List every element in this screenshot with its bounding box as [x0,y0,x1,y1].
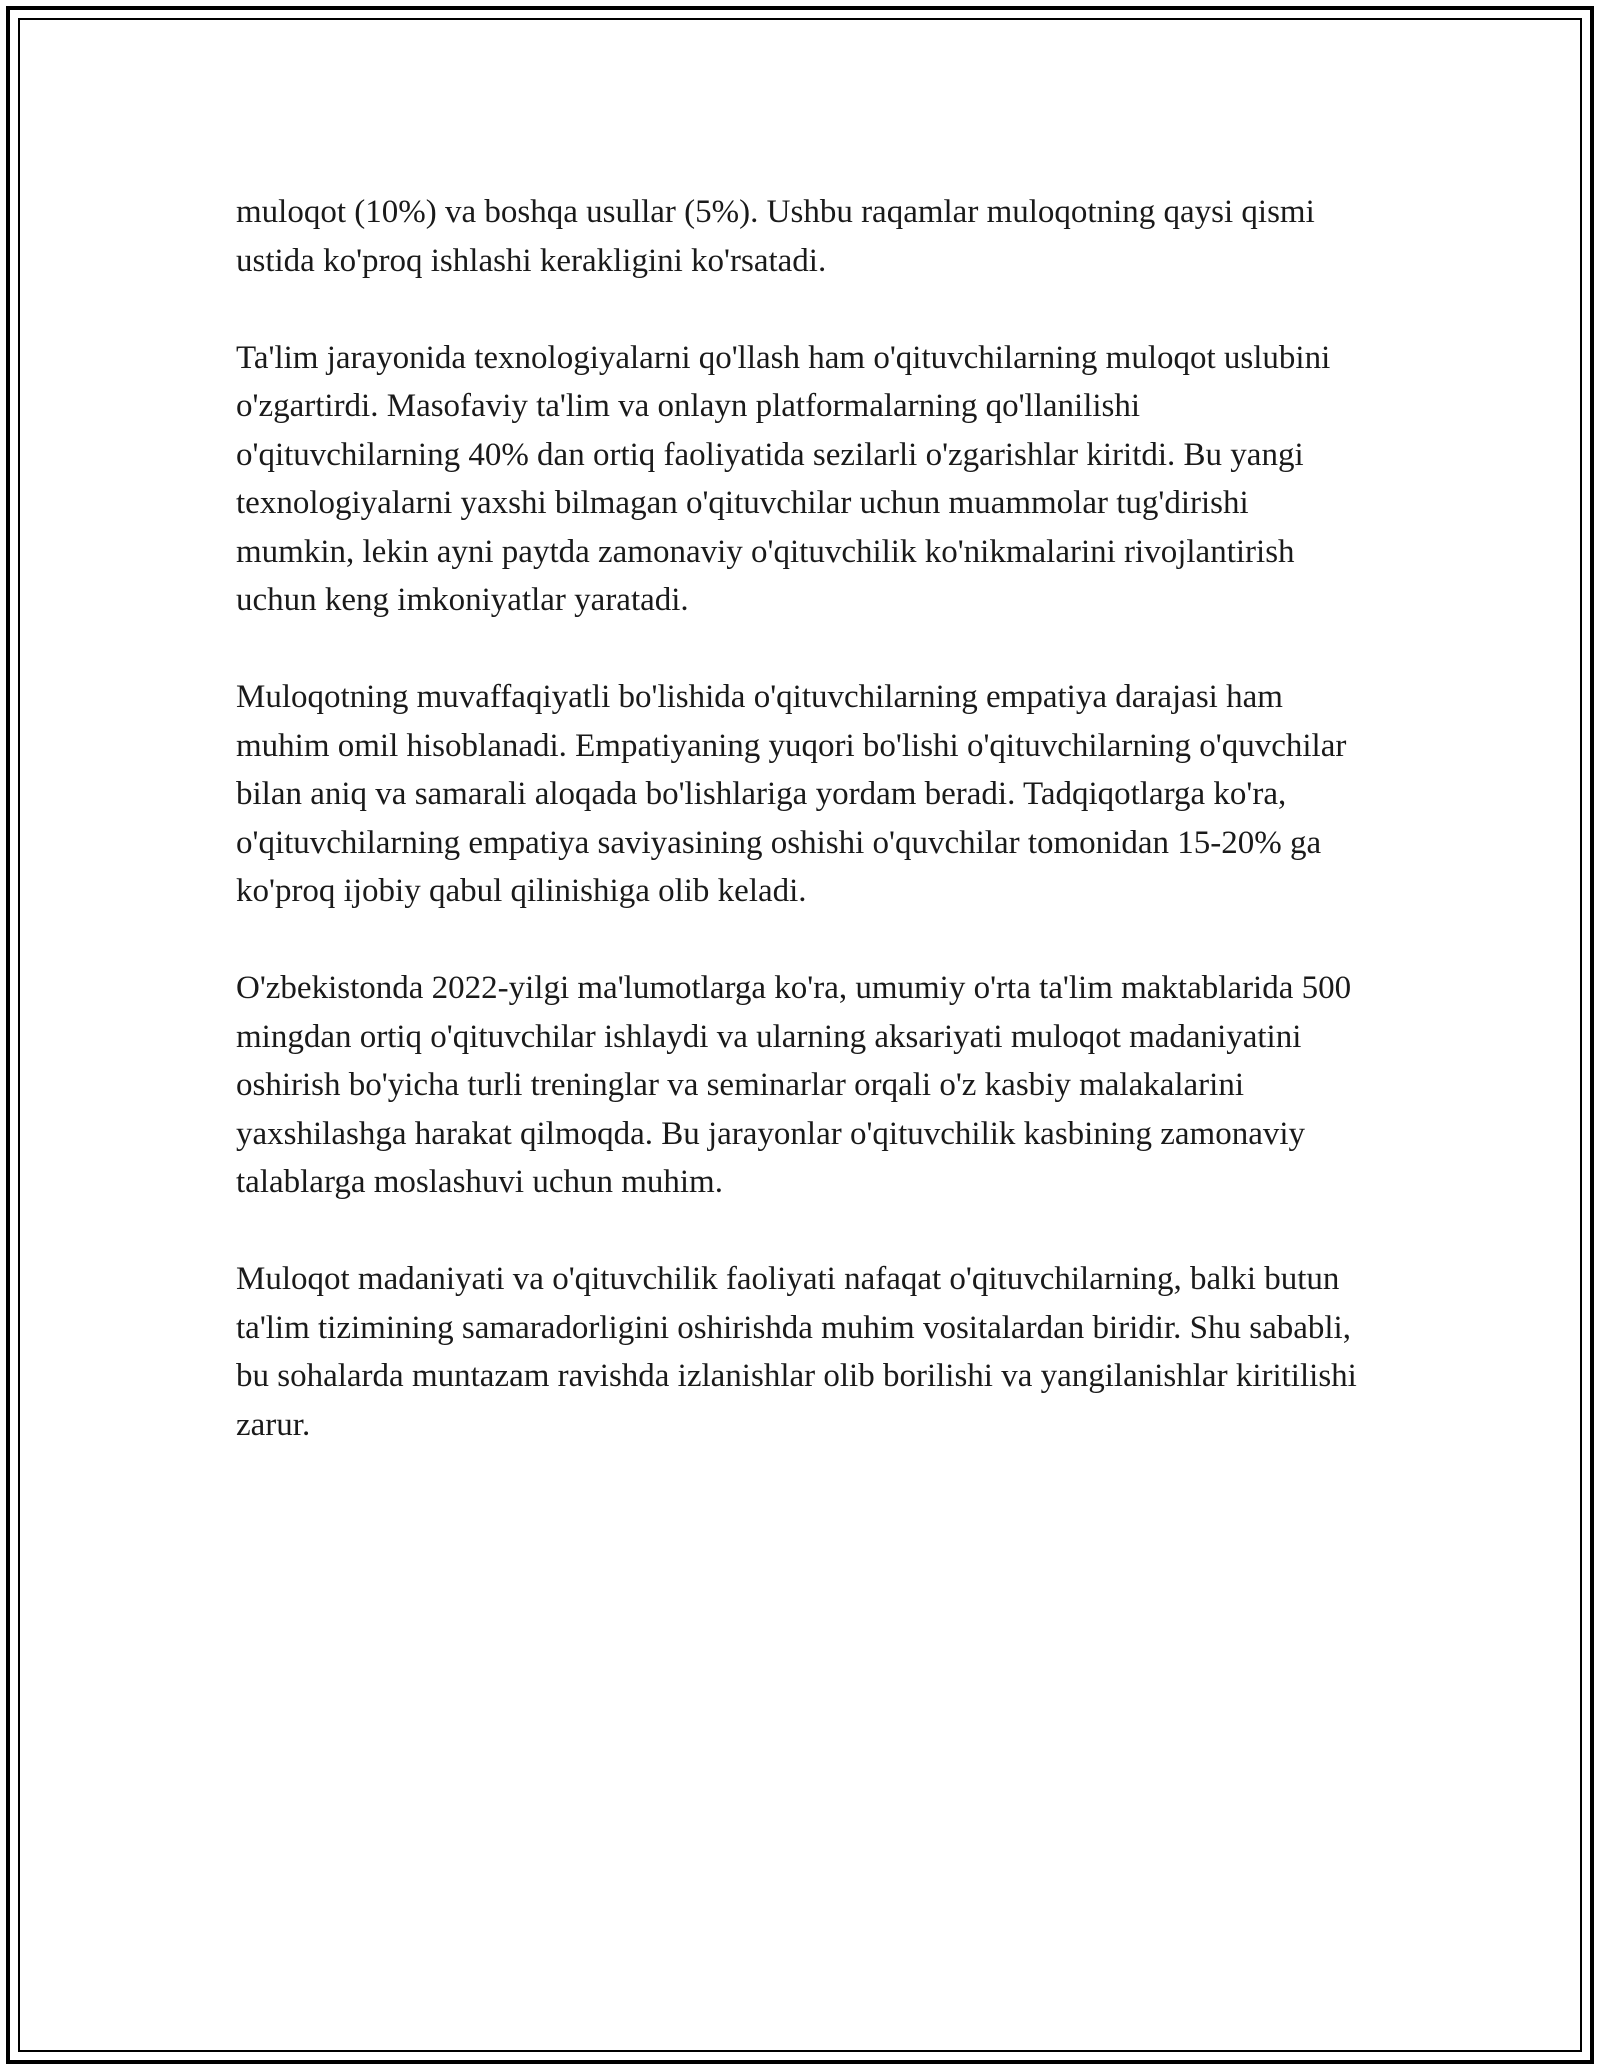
paragraph: Muloqot madaniyati va o'qituvchilik faoliyati nafaqat o'qituvchilarning, balki butun ta'lim tizimining samaradorligini oshirishda muhim vositalardan biridir. Shu sababli, bu sohalarda muntazam ravishda izlanishlar olib borilishi va yangilanishlar kiritilishi zarur. [236,1261,1357,1443]
paragraph: O'zbekistonda 2022-yilgi ma'lumotlarga ko'ra, umumiy o'rta ta'lim maktablarida 500 mingdan ortiq o'qituvchilar ishlaydi va ularning aksariyati muloqot madaniyatini oshirish bo'yicha turli treninglar va seminarlar orqali o'z kasbiy malakalarini yaxshilashga harakat qilmoqda. Bu jarayonlar o'qituvchilik kasbining zamonaviy talablarga moslashuvi uchun muhim. [236,970,1352,1200]
document-body [236,188,1366,1498]
paragraph: Muloqotning muvaffaqiyatli bo'lishida o'qituvchilarning empatiya darajasi ham muhim omil hisoblanadi. Empatiyaning yuqori bo'lishi o'qituvchilarning o'quvchilar bilan aniq va samarali aloqada bo'lishlariga yordam beradi. Tadqiqotlarga ko'ra, o'qituvchilarning empatiya saviyasining oshishi o'quvchilar tomonidan 15-20% ga ko'proq ijobiy qabul qilinishiga olib keladi. [236,679,1347,909]
paragraph: Ta'lim jarayonida texnologiyalarni qo'llash ham o'qituvchilarning muloqot uslubini o'zgartirdi. Masofaviy ta'lim va onlayn platformalarning qo'llanilishi o'qituvchilarning 40% dan ortiq faoliyatida sezilarli o'zgarishlar kiritdi. Bu yangi texnologiyalarni yaxshi bilmagan o'qituvchilar uchun muammolar tug'dirishi mumkin, lekin ayni paytda zamonaviy o'qituvchilik ko'nikmalarini rivojlantirish uchun keng imkoniyatlar yaratadi. [236,339,1331,618]
paragraph: muloqot (10%) va boshqa usullar (5%). Ushbu raqamlar muloqotning qaysi qismi ustida ko'proq ishlashi kerakligini ko'rsatadi. [236,194,1315,279]
